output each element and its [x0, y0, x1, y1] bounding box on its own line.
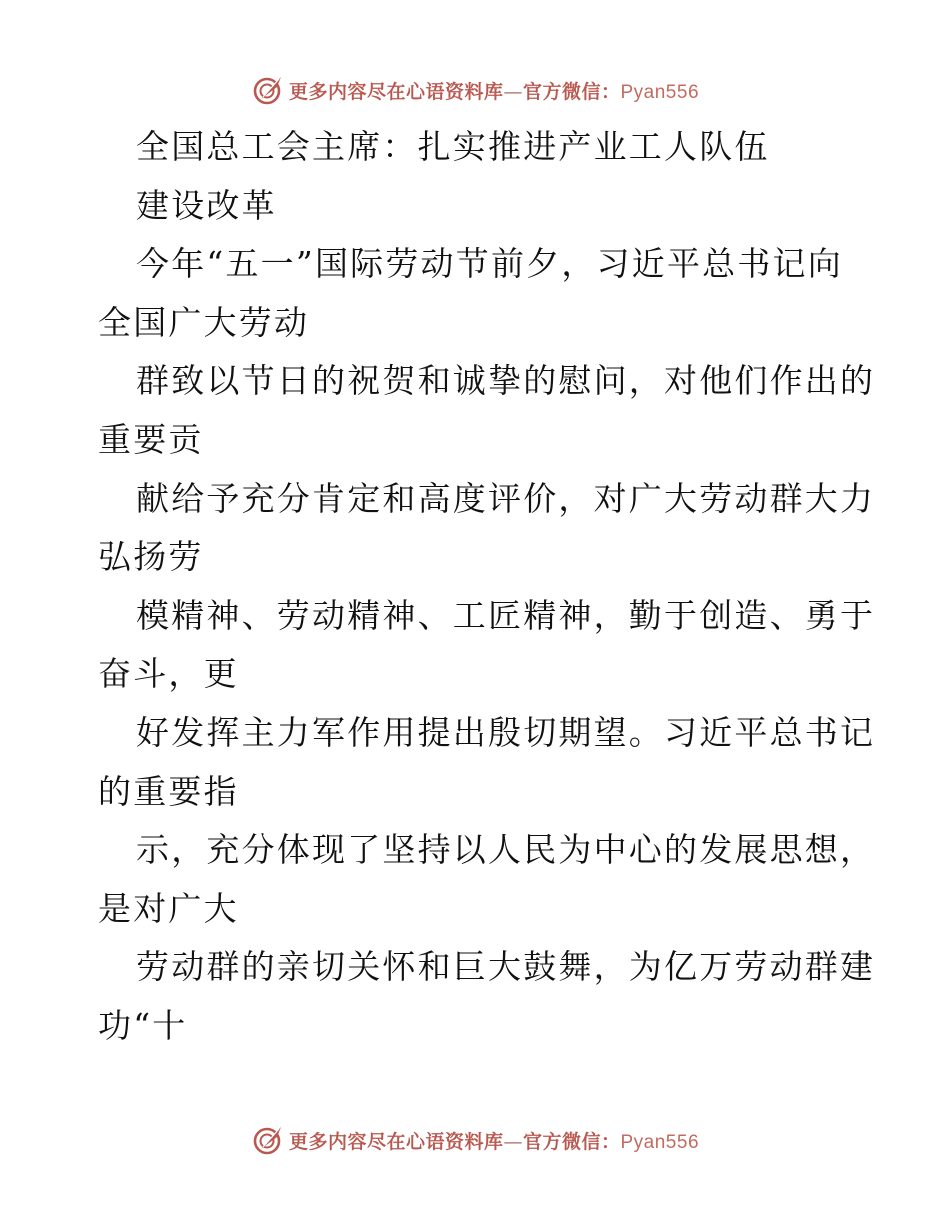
text-line: 全国总工会主席：扎实推进产业工人队伍: [136, 127, 770, 166]
text-line: 好发挥主力军作用提出殷切期望。习近平总书记: [136, 712, 876, 752]
banner-dash: —: [503, 80, 523, 103]
text-line: 弘扬劳: [98, 537, 204, 577]
banner-wechat-id: Pyan556: [620, 81, 700, 103]
text-line: 功“十: [98, 1005, 188, 1045]
banner-wechat-id: Pyan556: [620, 1131, 700, 1153]
text-line: 全国广大劳动: [98, 302, 310, 342]
banner-official-label: 官方微信：: [522, 80, 621, 103]
text-line: 献给予充分肯定和高度评价，对广大劳动群大力: [136, 478, 876, 518]
header-watermark-banner: [0, 70, 950, 110]
text-line: 是对广大: [98, 888, 239, 928]
banner-text: [289, 1127, 699, 1154]
banner-title: 更多内容尽在心语资料库: [288, 1130, 504, 1153]
text-line: 群致以节日的祝贺和诚挚的慰问，对他们作出的: [136, 361, 876, 401]
quill-logo-icon: [251, 1123, 285, 1157]
text-line: 奋斗，更: [98, 654, 239, 694]
text-line: 模精神、劳动精神、工匠精神，勤于创造、勇于: [136, 595, 876, 635]
text-line: 重要贡: [98, 419, 204, 459]
footer-watermark-banner: [0, 1120, 950, 1160]
banner-title: 更多内容尽在心语资料库: [288, 80, 504, 103]
document-body: [98, 118, 876, 1056]
banner-dash: —: [503, 1130, 523, 1153]
text-line: 的重要指: [98, 771, 239, 811]
banner-official-label: 官方微信：: [522, 1130, 621, 1153]
text-line: 示，充分体现了坚持以人民为中心的发展思想，: [136, 830, 876, 870]
banner-text: [289, 77, 699, 104]
text-line: 建设改革: [136, 185, 277, 225]
text-line: 劳动群的亲切关怀和巨大鼓舞，为亿万劳动群建: [136, 947, 876, 987]
text-line: 今年“五一”国际劳动节前夕，习近平总书记向: [136, 244, 843, 284]
quill-logo-icon: [251, 73, 285, 107]
